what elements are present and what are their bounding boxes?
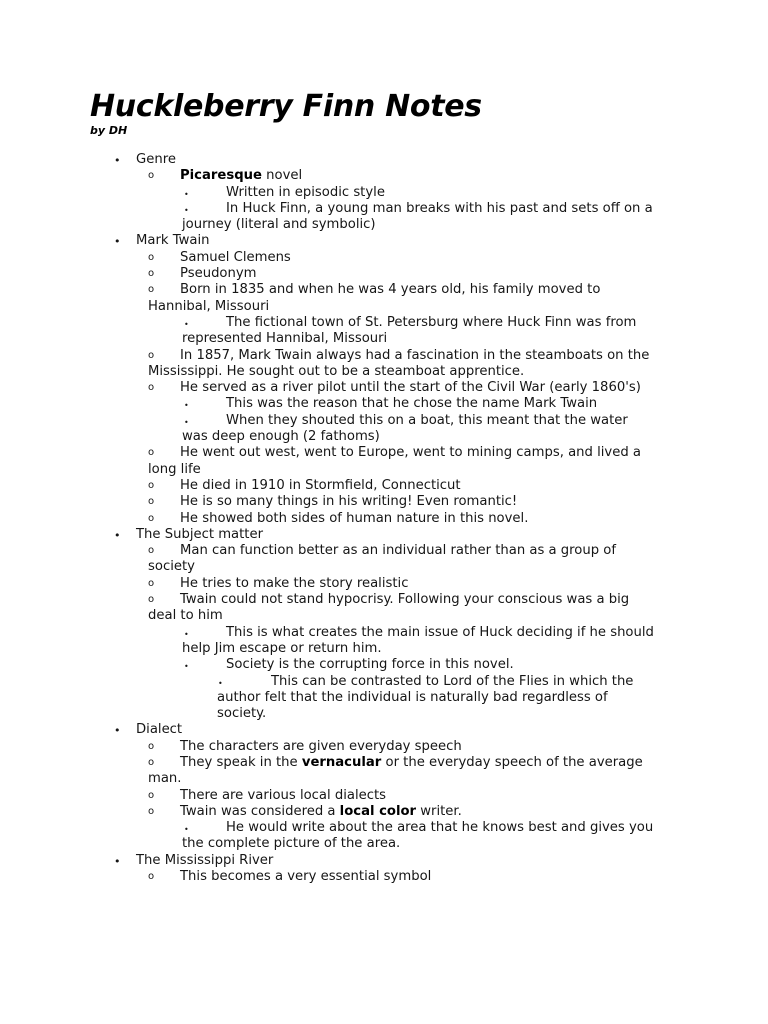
outline-line [0, 820, 768, 836]
outline-line [0, 608, 768, 624]
bullet-icon: • [184, 401, 189, 411]
outline-text: represented Hannibal, Missouri [182, 331, 388, 347]
outline-item-level-3 [0, 315, 768, 348]
outline-item-level-3 [0, 201, 768, 234]
outline-line [0, 559, 768, 575]
bullet-icon: • [114, 154, 121, 167]
outline-text: The fictional town of St. Petersburg where Huck Finn was from [226, 314, 637, 330]
outline-text: When they shouted this on a boat, this meant that the water [226, 412, 628, 428]
outline-text: writer. [416, 803, 462, 819]
outline-item-level-3 [0, 625, 768, 658]
outline-line [0, 706, 768, 722]
hollow-bullet-icon: o [148, 805, 155, 817]
outline-text: This becomes a very essential symbol [180, 869, 432, 885]
outline-text: help Jim escape or return him. [182, 640, 382, 656]
outline-line [0, 282, 768, 298]
outline-item-level-3 [0, 413, 768, 446]
outline-item-level-2 [0, 445, 768, 478]
outline-text: Twain was considered a [180, 803, 340, 819]
outline-text: Samuel Clemens [180, 249, 291, 265]
outline-text: Born in 1835 and when he was 4 years old, his family moved to [180, 282, 601, 298]
outline-line [0, 266, 768, 282]
outline-text: was deep enough (2 fathoms) [182, 429, 380, 445]
outline-line [0, 413, 768, 429]
outline-line [0, 217, 768, 233]
bold-term: vernacular [301, 754, 382, 770]
outline-line [0, 690, 768, 706]
hollow-bullet-icon: o [148, 268, 155, 280]
outline-line [0, 201, 768, 217]
outline-text: They speak in the [180, 754, 302, 770]
outline-text: He served as a river pilot until the start of the Civil War (early 1860's) [180, 380, 641, 396]
outline-line [0, 674, 768, 690]
outline-text: The Mississippi River [136, 852, 274, 868]
hollow-bullet-icon: o [148, 496, 155, 508]
outline-item-level-2 [0, 478, 768, 494]
outline-line [0, 478, 768, 494]
hollow-bullet-icon: o [148, 512, 155, 524]
outline-item-level-3 [0, 820, 768, 853]
outline-line [0, 185, 768, 201]
outline-item-level-2 [0, 348, 768, 381]
outline-text: Mississippi. He sought out to be a steamboat apprentice. [148, 363, 525, 379]
outline-text: This is what creates the main issue of Huck deciding if he should [226, 624, 654, 640]
outline-line [0, 315, 768, 331]
outline-item-level-2 [0, 511, 768, 527]
bullet-icon: • [184, 825, 189, 835]
outline-item-level-2 [0, 543, 768, 576]
outline-text: In Huck Finn, a young man breaks with his past and sets off on a [226, 200, 653, 216]
outline-line [0, 641, 768, 657]
outline-item-level-2 [0, 266, 768, 282]
outline-text: Genre [136, 152, 176, 167]
outline-item-level-3 [0, 657, 768, 673]
outline-line [0, 869, 768, 885]
bullet-icon: • [184, 662, 189, 672]
outline-text: Hannibal, Missouri [148, 298, 270, 314]
notes-outline [0, 152, 768, 885]
document-title: Huckleberry Finn Notes [90, 89, 482, 124]
outline-line [0, 657, 768, 673]
outline-item-level-2 [0, 380, 768, 396]
bold-term: Picaresque [180, 168, 262, 184]
outline-text: society [148, 559, 195, 575]
outline-text: He tries to make the story realistic [180, 575, 409, 591]
outline-line [0, 396, 768, 412]
outline-text: society. [217, 706, 267, 722]
outline-text: The characters are given everyday speech [180, 738, 462, 754]
hollow-bullet-icon: o [148, 479, 155, 491]
outline-line [0, 576, 768, 592]
outline-line [0, 625, 768, 641]
outline-line [0, 429, 768, 445]
outline-line [0, 755, 768, 771]
outline-line [0, 331, 768, 347]
outline-text: long life [148, 461, 201, 477]
outline-line [0, 771, 768, 787]
outline-text: Dialect [136, 722, 183, 738]
outline-item-level-1 [0, 853, 768, 869]
outline-line [0, 836, 768, 852]
outline-text: He died in 1910 in Stormfield, Connecticut [180, 477, 461, 493]
outline-item-level-2 [0, 250, 768, 266]
document-author: by DH [90, 124, 128, 137]
outline-item-level-2 [0, 592, 768, 625]
outline-text: Written in episodic style [226, 184, 385, 200]
outline-item-level-3 [0, 396, 768, 412]
outline-item-level-1 [0, 152, 768, 168]
outline-text: He would write about the area that he knows best and gives you [226, 820, 654, 836]
bullet-icon: • [184, 189, 189, 199]
outline-text: journey (literal and symbolic) [182, 217, 376, 233]
outline-item-level-2 [0, 755, 768, 788]
bold-term: local color [339, 803, 417, 819]
hollow-bullet-icon: o [148, 349, 155, 361]
hollow-bullet-icon: o [148, 594, 155, 606]
outline-item-level-1 [0, 722, 768, 738]
outline-item-level-2 [0, 168, 768, 184]
outline-line [0, 543, 768, 559]
outline-text: He is so many things in his writing! Even romantic! [180, 494, 518, 510]
outline-line [0, 739, 768, 755]
hollow-bullet-icon: o [148, 740, 155, 752]
outline-item-level-2 [0, 576, 768, 592]
outline-text: Man can function better as an individual rather than as a group of [180, 543, 617, 559]
hollow-bullet-icon: o [148, 545, 155, 557]
outline-line [0, 462, 768, 478]
outline-text: Twain could not stand hypocrisy. Following your conscious was a big [180, 592, 630, 608]
outline-text: Society is the corrupting force in this novel. [226, 657, 514, 673]
outline-item-level-2 [0, 282, 768, 315]
outline-line [0, 348, 768, 364]
outline-item-level-2 [0, 788, 768, 804]
outline-line [0, 511, 768, 527]
outline-text: This can be contrasted to Lord of the Flies in which the [271, 673, 634, 689]
outline-line [0, 380, 768, 396]
outline-line [0, 299, 768, 315]
bullet-icon: • [184, 319, 189, 329]
hollow-bullet-icon: o [148, 447, 155, 459]
bullet-icon: • [114, 724, 121, 738]
hollow-bullet-icon: o [148, 577, 155, 589]
outline-text: or the everyday speech of the average [381, 754, 643, 770]
bullet-icon: • [114, 854, 121, 868]
outline-text: He went out west, went to Europe, went to mining camps, and lived a [180, 445, 641, 461]
outline-line [0, 168, 768, 184]
bullet-icon: • [114, 528, 121, 542]
outline-line [0, 364, 768, 380]
outline-text: He showed both sides of human nature in this novel. [180, 510, 529, 526]
hollow-bullet-icon: o [148, 789, 155, 801]
bullet-icon: • [184, 629, 189, 639]
outline-text: This was the reason that he chose the name Mark Twain [226, 396, 598, 412]
hollow-bullet-icon: o [148, 251, 155, 263]
outline-item-level-2 [0, 494, 768, 510]
outline-text: There are various local dialects [180, 787, 387, 803]
outline-line [0, 494, 768, 510]
outline-text: the complete picture of the area. [182, 836, 401, 852]
outline-item-level-1 [0, 233, 768, 249]
outline-text: The Subject matter [136, 526, 264, 542]
outline-item-level-3 [0, 185, 768, 201]
outline-text: Mark Twain [136, 233, 210, 249]
bullet-icon: • [184, 417, 189, 427]
outline-item-level-2 [0, 869, 768, 885]
hollow-bullet-icon: o [148, 170, 155, 182]
outline-line [0, 445, 768, 461]
hollow-bullet-icon: o [148, 756, 155, 768]
hollow-bullet-icon: o [148, 871, 155, 883]
outline-text: In 1857, Mark Twain always had a fascination in the steamboats on the [180, 347, 650, 363]
outline-line [0, 804, 768, 820]
hollow-bullet-icon: o [148, 382, 155, 394]
bullet-icon: • [184, 205, 189, 215]
outline-text: deal to him [148, 608, 223, 624]
outline-text: man. [148, 771, 182, 787]
outline-line [0, 788, 768, 804]
bullet-icon: • [218, 678, 223, 688]
outline-item-level-2 [0, 804, 768, 820]
hollow-bullet-icon: o [148, 284, 155, 296]
outline-line [0, 592, 768, 608]
outline-text: author felt that the individual is naturally bad regardless of [217, 689, 608, 705]
outline-text: novel [261, 168, 303, 184]
outline-item-level-1 [0, 527, 768, 543]
outline-line [0, 250, 768, 266]
bullet-icon: • [114, 235, 121, 249]
outline-item-level-2 [0, 739, 768, 755]
outline-text: Pseudonym [180, 266, 257, 282]
outline-item-level-4 [0, 674, 768, 723]
